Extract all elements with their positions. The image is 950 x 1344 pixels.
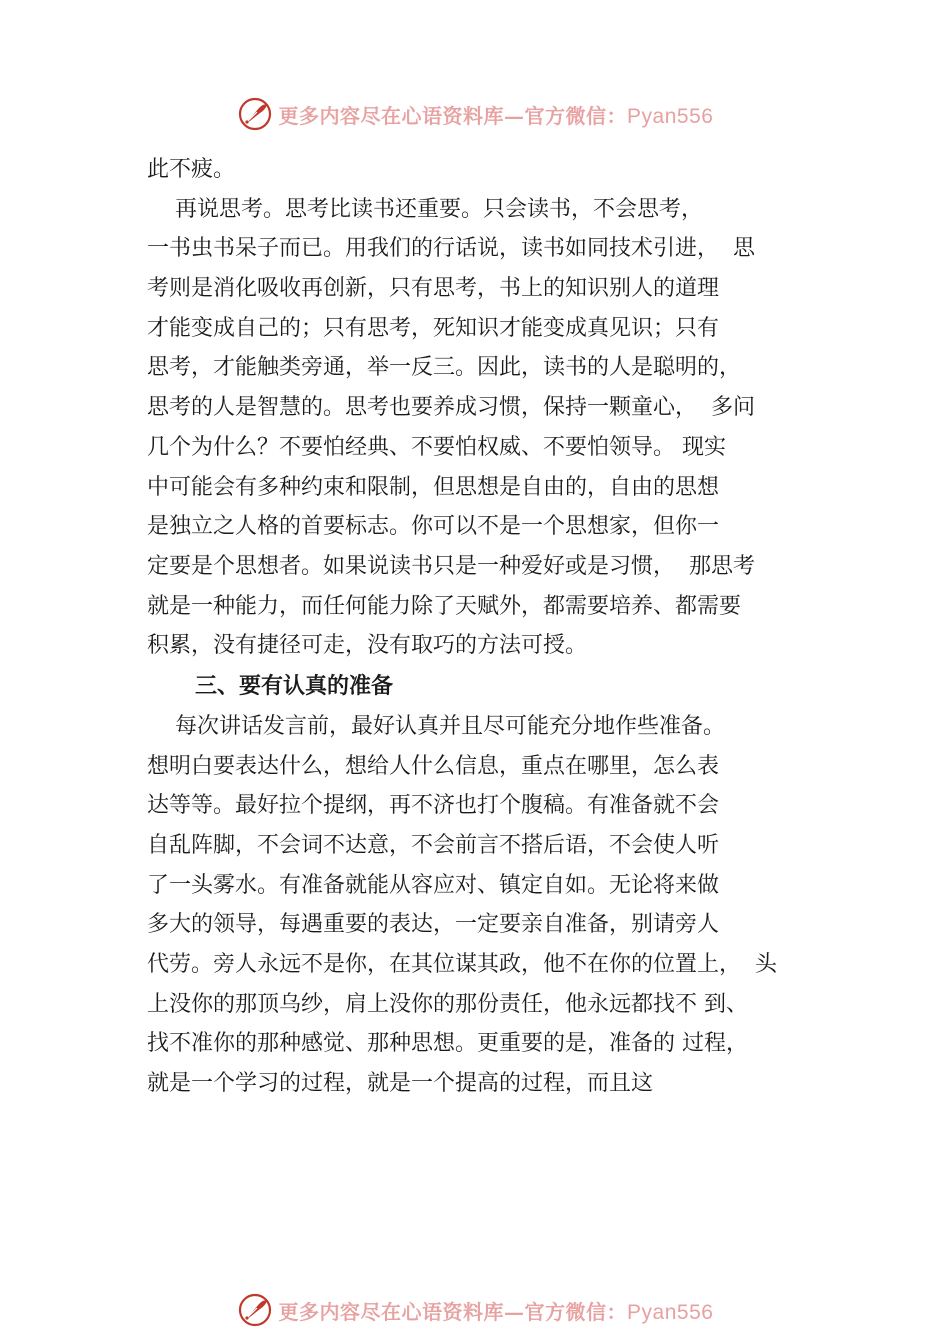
text-line: 代劳。旁人永远不是你，在其位谋其政，他不在你的位置上， 头 — [147, 952, 777, 978]
text-line: 上没你的那顶乌纱，肩上没你的那份责任，他永远都找不 到、 — [147, 991, 748, 1017]
document-body — [147, 150, 837, 1104]
footer-banner-text: 更多内容尽在心语资料库—官方微信：Pyan556 — [278, 1299, 714, 1324]
footer-banner — [0, 1290, 950, 1330]
text-line: 自乱阵脚，不会词不达意，不会前言不搭后语，不会使人听 — [147, 833, 720, 858]
paragraph-group-1 — [147, 150, 837, 666]
text-line: 想明白要表达什么，想给人什么信息，重点在哪里，怎么表 — [147, 753, 720, 779]
section-heading: 三、要有认真的准备 — [195, 673, 394, 699]
text-line: 达等等。最好拉个提纲，再不济也打个腹稿。有准备就不会 — [147, 793, 720, 819]
text-line: 再说思考。思考比读书还重要。只会读书，不会思考， — [147, 196, 703, 222]
text-line: 思考的人是智慧的。思考也要养成习惯，保持一颗童心， 多问 — [147, 395, 755, 421]
text-line: 才能变成自己的；只有思考，死知识才能变成真见识；只有 — [147, 315, 720, 341]
text-line: 了一头雾水。有准备就能从容应对、镇定自如。无论将来做 — [147, 872, 720, 898]
quill-logo-icon — [237, 1292, 273, 1328]
header-banner — [0, 94, 950, 134]
paragraph-group-2 — [147, 707, 837, 1104]
text-line: 多大的领导，每遇重要的表达，一定要亲自准备，别请旁人 — [147, 912, 720, 938]
text-line: 定要是个思想者。如果说读书只是一种爱好或是习惯， 那思考 — [147, 553, 755, 579]
text-line: 积累，没有捷径可走，没有取巧的方法可授。 — [147, 633, 588, 659]
text-line: 就是一种能力，而任何能力除了天赋外，都需要培养、都需要 — [147, 593, 742, 619]
text-line: 此不疲。 — [147, 157, 236, 182]
text-line: 中可能会有多种约束和限制，但思想是自由的，自由的思想 — [147, 474, 720, 500]
wechat-id: Pyan556 — [627, 1300, 714, 1324]
quill-logo-icon — [237, 96, 273, 132]
text-line: 考则是消化吸收再创新，只有思考，书上的知识别人的道理 — [147, 276, 720, 302]
text-line: 几个为什么？不要怕经典、不要怕权威、不要怕领导。 现实 — [147, 434, 726, 460]
text-line: 每次讲话发言前，最好认真并且尽可能充分地作些准备。 — [147, 713, 725, 739]
text-line: 找不准你的那种感觉、那种思想。更重要的是，准备的 过程， — [147, 1031, 748, 1057]
text-line: 是独立之人格的首要标志。你可以不是一个思想家，但你一 — [147, 514, 720, 540]
wechat-id: Pyan556 — [627, 104, 714, 128]
header-banner-text: 更多内容尽在心语资料库—官方微信：Pyan556 — [278, 103, 714, 128]
text-line: 思考，才能触类旁通，举一反三。因此，读书的人是聪明的， — [147, 355, 742, 381]
text-line: 就是一个学习的过程，就是一个提高的过程，而且这 — [147, 1071, 654, 1097]
text-line: 一书虫书呆子而已。用我们的行话说，读书如同技术引进， 思 — [147, 236, 755, 262]
